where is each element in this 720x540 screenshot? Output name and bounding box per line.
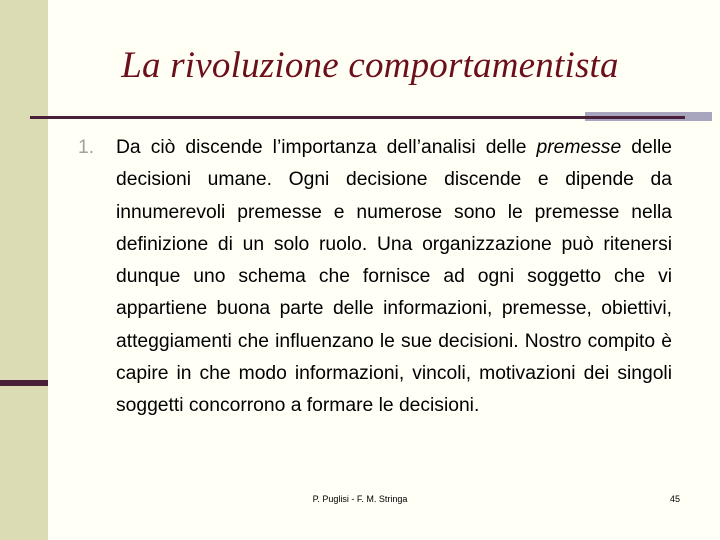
item-text-rest: delle decisioni umane. Ogni decisione discende e dipende da innumerevoli premesse e numerose sono le premesse nella definizione di un solo ruolo. Una organizzazione può ritenersi dunque uno schema che fornisce ad ogni soggetto che vi appartiene buona parte delle informazioni, premesse, obiettivi, atteggiamenti che influenzano le sue decisioni. Nostro compito è capire in che modo informazioni, vincoli, motivazioni dei singoli soggetti concorrono a formare le decisioni. — [116, 137, 672, 417]
list-item-text — [116, 132, 672, 423]
body-list — [78, 132, 672, 423]
page-number: 45 — [669, 494, 680, 504]
footer-credit: P. Puglisi - F. M. Stringa — [312, 494, 408, 504]
left-accent-bar — [0, 380, 48, 386]
premesse-emphasis: premesse — [536, 137, 622, 158]
left-decorative-band — [0, 0, 48, 540]
item-text-start: Da ciò discende l’importanza dell’analisi delle — [116, 137, 537, 158]
slide-title: La rivoluzione comportamentista — [121, 45, 619, 86]
list-item-number: 1. — [78, 137, 95, 158]
title-rule — [30, 116, 685, 119]
